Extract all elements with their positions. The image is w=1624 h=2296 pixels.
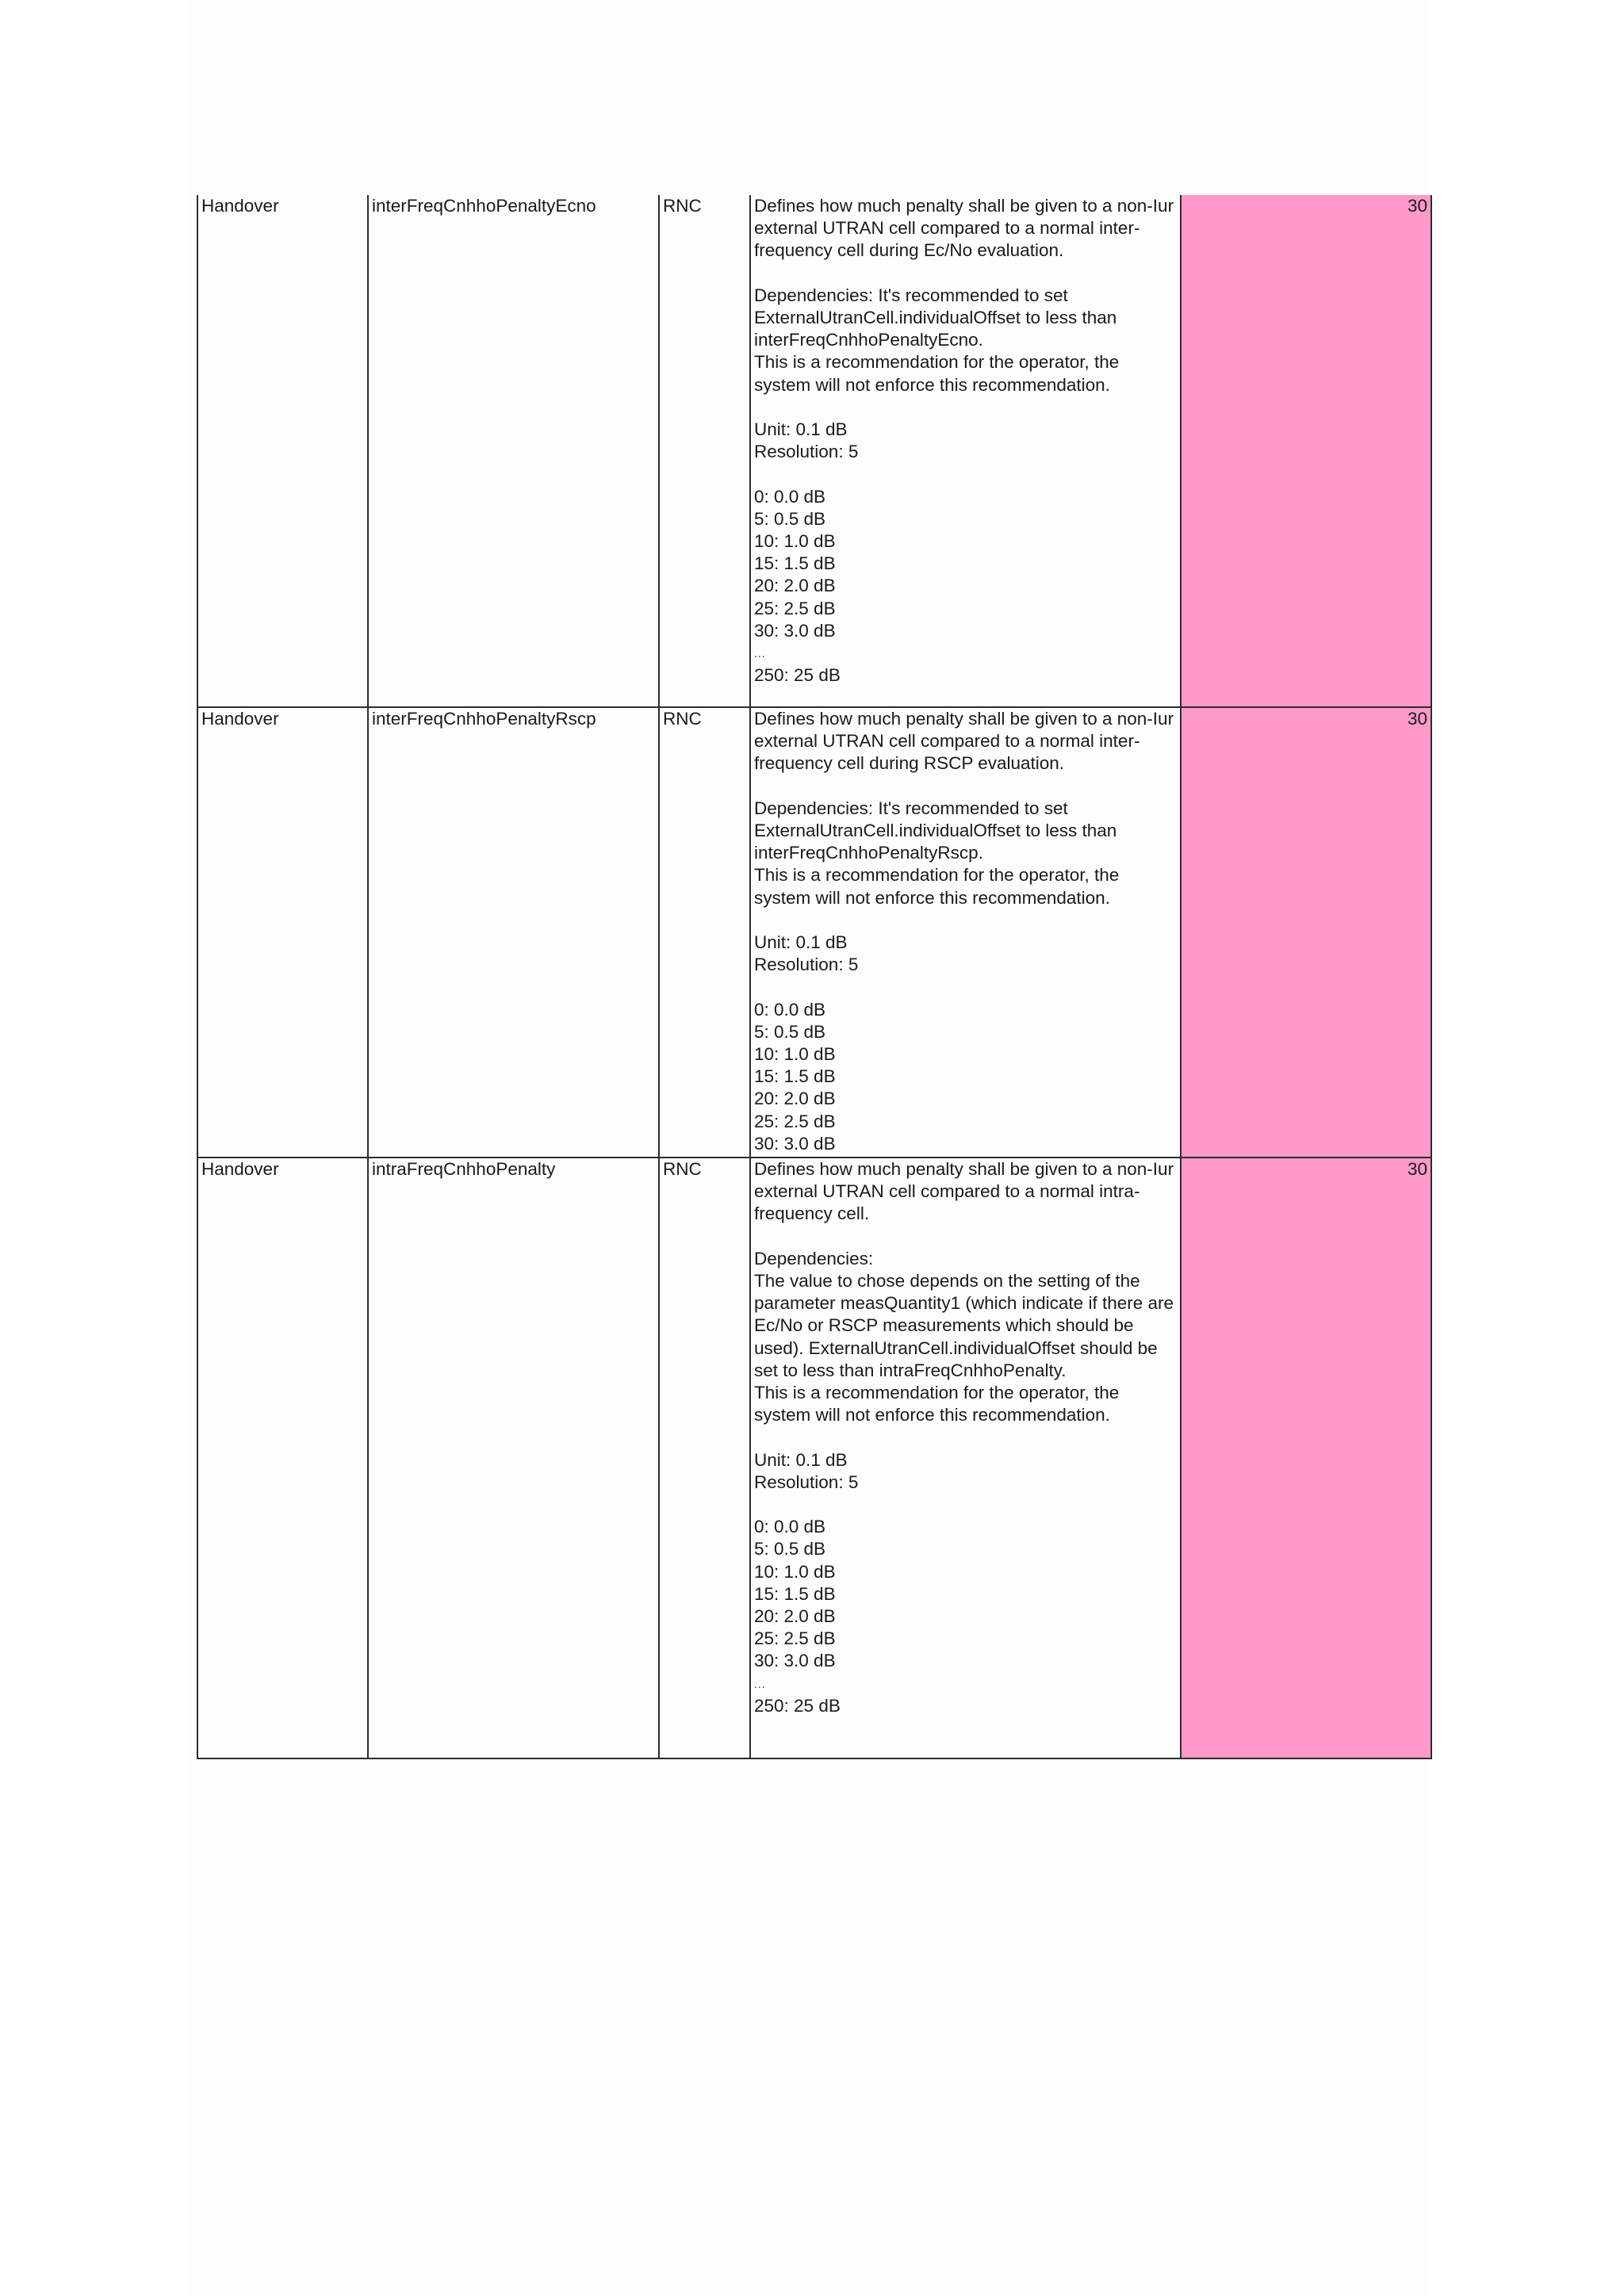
value-mapping-item: 15: 1.5 dB bbox=[754, 1583, 836, 1604]
value-mapping-item: 25: 2.5 dB bbox=[754, 1628, 836, 1649]
value-mapping-item: 250: 25 dB bbox=[754, 665, 841, 686]
default-value-cell: 30 bbox=[1181, 707, 1431, 1158]
value-mapping-item: 0: 0.0 dB bbox=[754, 1517, 826, 1537]
description-dependencies: The value to chose depends on the setting of the parameter measQuantity1 (which indicate if there are Ec/No or RSCP measurements which should be used). ExternalUtranCell.individualOffset should be set to less than intraFreqCnhhoPenalty. bbox=[754, 1271, 1174, 1380]
value-mapping-item: 30: 3.0 dB bbox=[754, 1133, 836, 1154]
description-intro: Defines how much penalty shall be given to a non-Iur external UTRAN cell compared to a normal intra-frequency cell. bbox=[754, 1159, 1174, 1224]
default-value-cell: 30 bbox=[1181, 195, 1431, 707]
node-cell: RNC bbox=[659, 1158, 750, 1758]
description-resolution: Resolution: 5 bbox=[754, 442, 859, 462]
description-recommendation: This is a recommendation for the operator, the system will not enforce this recommendation. bbox=[754, 865, 1120, 908]
value-mapping-item: 20: 2.0 dB bbox=[754, 1089, 836, 1109]
description-dependencies-label: Dependencies: bbox=[754, 1248, 874, 1269]
table-row bbox=[197, 1158, 1431, 1758]
description-recommendation: This is a recommendation for the operator, the system will not enforce this recommendation. bbox=[754, 352, 1120, 395]
parameter-table bbox=[197, 195, 1432, 1759]
description-recommendation: This is a recommendation for the operator, the system will not enforce this recommendation. bbox=[754, 1383, 1120, 1425]
parameter-name-cell: interFreqCnhhoPenaltyRscp bbox=[368, 707, 659, 1158]
table-row bbox=[197, 707, 1431, 1158]
value-mapping-item: 5: 0.5 dB bbox=[754, 1539, 826, 1559]
value-mapping-item: 250: 25 dB bbox=[754, 1695, 841, 1716]
description-cell bbox=[750, 195, 1181, 707]
description-resolution: Resolution: 5 bbox=[754, 955, 859, 975]
value-mapping-item: 15: 1.5 dB bbox=[754, 553, 836, 574]
value-mapping-item: 30: 3.0 dB bbox=[754, 620, 836, 641]
description-unit: Unit: 0.1 dB bbox=[754, 1449, 848, 1470]
value-mapping-item: 10: 1.0 dB bbox=[754, 531, 836, 551]
parameter-name-cell: interFreqCnhhoPenaltyEcno bbox=[368, 195, 659, 707]
node-cell: RNC bbox=[659, 195, 750, 707]
value-mapping-item: 25: 2.5 dB bbox=[754, 1111, 836, 1131]
value-mapping-item: 10: 1.0 dB bbox=[754, 1561, 836, 1582]
table-row bbox=[197, 195, 1431, 707]
description-intro: Defines how much penalty shall be given to a non-Iur external UTRAN cell compared to a normal inter-frequency cell during RSCP evaluation. bbox=[754, 709, 1174, 774]
description-dependencies: Dependencies: It's recommended to set ExternalUtranCell.individualOffset to less than interFreqCnhhoPenaltyEcno. bbox=[754, 285, 1117, 350]
feature-cell: Handover bbox=[197, 1158, 368, 1758]
value-mapping-item: 5: 0.5 dB bbox=[754, 1021, 826, 1042]
parameter-name-cell: intraFreqCnhhoPenalty bbox=[368, 1158, 659, 1758]
node-cell: RNC bbox=[659, 707, 750, 1158]
value-mapping-item: 0: 0.0 dB bbox=[754, 999, 826, 1020]
default-value-cell: 30 bbox=[1181, 1158, 1431, 1758]
value-mapping-item: 15: 1.5 dB bbox=[754, 1066, 836, 1087]
value-mapping-item: 5: 0.5 dB bbox=[754, 508, 826, 529]
feature-cell: Handover bbox=[197, 195, 368, 707]
value-mapping-item: 20: 2.0 dB bbox=[754, 1606, 836, 1627]
description-cell bbox=[750, 1158, 1181, 1758]
description-unit: Unit: 0.1 dB bbox=[754, 419, 848, 439]
value-mapping-item: 10: 1.0 dB bbox=[754, 1044, 836, 1064]
value-mapping-item: 30: 3.0 dB bbox=[754, 1651, 836, 1671]
value-mapping-ellipsis: ... bbox=[754, 1677, 766, 1690]
value-mapping-item: 25: 2.5 dB bbox=[754, 598, 836, 618]
description-cell bbox=[750, 707, 1181, 1158]
feature-cell: Handover bbox=[197, 707, 368, 1158]
value-mapping-item: 20: 2.0 dB bbox=[754, 576, 836, 596]
value-mapping-ellipsis: ... bbox=[754, 647, 766, 660]
description-resolution: Resolution: 5 bbox=[754, 1471, 859, 1492]
value-mapping-item: 0: 0.0 dB bbox=[754, 486, 826, 507]
description-unit: Unit: 0.1 dB bbox=[754, 932, 848, 952]
description-intro: Defines how much penalty shall be given to a non-Iur external UTRAN cell compared to a normal inter-frequency cell during Ec/No evaluation. bbox=[754, 196, 1174, 261]
description-dependencies: Dependencies: It's recommended to set ExternalUtranCell.individualOffset to less than interFreqCnhhoPenaltyRscp. bbox=[754, 798, 1117, 863]
